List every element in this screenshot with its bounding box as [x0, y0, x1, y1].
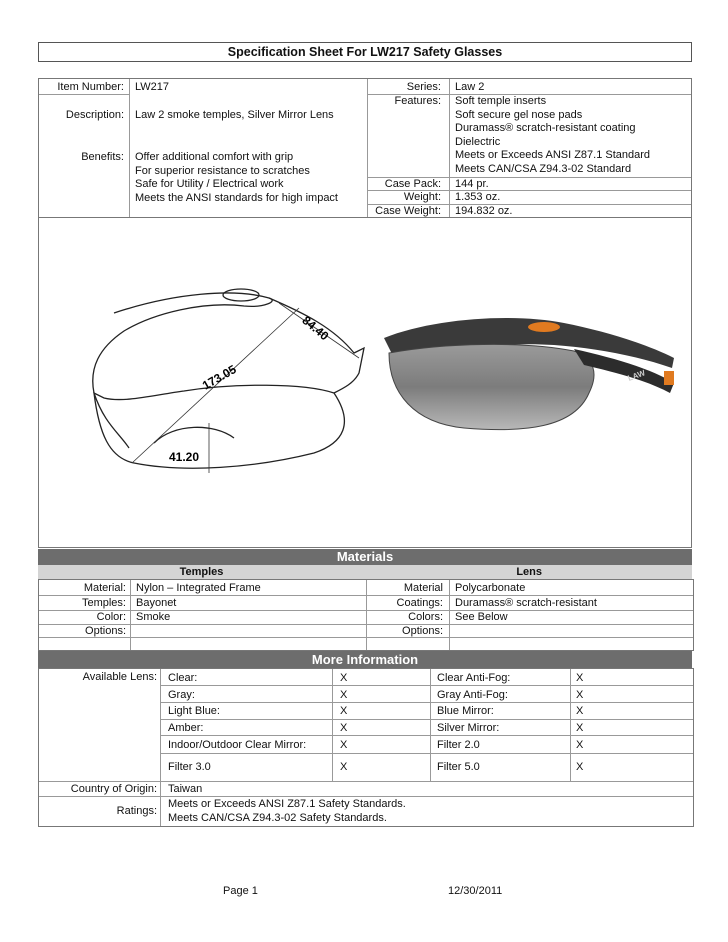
divider [449, 79, 450, 217]
country: Taiwan [168, 783, 203, 795]
temples-temples: Bayonet [136, 597, 177, 609]
dim-depth-label: 84.40 [299, 313, 332, 344]
temples-color-label: Color: [96, 611, 126, 623]
temples-color: Smoke [136, 611, 171, 623]
lens-colors: See Below [455, 611, 508, 623]
divider [39, 94, 129, 95]
divider [39, 624, 693, 625]
series-label: Series: [406, 81, 441, 93]
feature-item: Duramass® scratch-resistant coating [455, 122, 636, 134]
lens-outline [94, 385, 344, 468]
item-number: LW217 [135, 81, 170, 93]
temples-options-label: Options: [85, 625, 126, 637]
lens-option: Clear: [168, 672, 198, 684]
lens-option-mark: X [576, 672, 584, 684]
divider [160, 702, 693, 703]
lens-option-mark: X [576, 689, 584, 701]
divider [366, 580, 367, 650]
divider [160, 735, 693, 736]
feature-item: Dielectric [455, 135, 501, 148]
lens-option-mark: X [576, 761, 584, 773]
temples-material: Nylon – Integrated Frame [136, 582, 261, 594]
case-pack: 144 pr. [455, 178, 489, 190]
lens-option: Clear Anti-Fog: [437, 672, 511, 684]
rating-item: Meets or Exceeds ANSI Z87.1 Safety Standards. [168, 798, 406, 810]
page-number: Page 1 [223, 885, 258, 897]
divider [367, 79, 368, 217]
item-number-label: Item Number: [57, 81, 124, 93]
lens-option: Filter 5.0 [437, 761, 480, 773]
temples-header: Temples [38, 565, 365, 579]
lens-option: Light Blue: [168, 705, 220, 717]
benefits-label: Benefits: [81, 151, 124, 163]
lens-option-mark: X [576, 705, 584, 717]
temple-arm [269, 298, 364, 393]
available-lens-label: Available Lens: [82, 671, 157, 683]
orange-grip [528, 322, 560, 332]
lens-option-mark: X [340, 761, 348, 773]
benefit-item: For superior resistance to scratches [135, 164, 310, 177]
lens-option-mark: X [340, 739, 348, 751]
dimension-drawing [54, 273, 384, 563]
lens-options-label: Options: [402, 625, 443, 637]
footer-date: 12/30/2011 [448, 885, 503, 897]
features-label: Features: [394, 95, 441, 107]
lens-option: Gray Anti-Fog: [437, 689, 508, 701]
case-weight: 194.832 oz. [455, 205, 513, 217]
materials-grid [38, 579, 694, 651]
lens-option: Indoor/Outdoor Clear Mirror: [168, 739, 307, 751]
lens-option-mark: X [340, 672, 348, 684]
bridge [154, 427, 234, 443]
description-label: Description: [65, 109, 124, 121]
lens-option: Filter 3.0 [168, 761, 211, 773]
weight-label: Weight: [403, 191, 441, 203]
series: Law 2 [455, 81, 485, 93]
divider [449, 580, 450, 650]
divider [160, 753, 693, 754]
feature-item: Meets or Exceeds ANSI Z87.1 Standard [455, 149, 651, 161]
features-list [455, 95, 650, 176]
orange-tip [664, 371, 674, 385]
feature-item: Meets CAN/CSA Z94.3-02 Standard [455, 162, 632, 175]
benefit-item: Offer additional comfort with grip [135, 151, 294, 163]
product-image-area [38, 218, 692, 548]
country-label: Country of Origin: [70, 783, 157, 795]
dim-width-label: 173.05 [199, 362, 239, 393]
temples-temples-label: Temples: [81, 597, 126, 609]
case-weight-label: Case Weight: [375, 205, 441, 217]
product-photo [374, 313, 684, 463]
lens-option: Filter 2.0 [437, 739, 480, 751]
frame-outline [93, 293, 272, 448]
lens-material: Polycarbonate [455, 582, 526, 594]
lens-option-mark: X [576, 722, 584, 734]
divider [39, 637, 693, 638]
more-info-header: More Information [38, 651, 692, 668]
rating-item: Meets CAN/CSA Z94.3-02 Safety Standards. [168, 812, 387, 824]
lens-option-mark: X [340, 722, 348, 734]
info-table [38, 78, 692, 218]
divider [160, 719, 693, 720]
divider [129, 79, 130, 217]
case-pack-label: Case Pack: [384, 178, 441, 190]
temples-material-label: Material: [83, 582, 126, 594]
ratings-label: Ratings: [116, 805, 157, 817]
lens-option-mark: X [340, 705, 348, 717]
dim-height-label: 41.20 [169, 450, 200, 464]
lens-options-grid [38, 668, 694, 827]
lens-coatings-label: Coatings: [396, 597, 443, 609]
lens-option-mark: X [576, 739, 584, 751]
feature-item: Soft secure gel nose pads [455, 108, 583, 121]
description: Law 2 smoke temples, Silver Mirror Lens [135, 109, 334, 121]
lens-coatings: Duramass® scratch-resistant [455, 597, 597, 609]
lens-option-mark: X [340, 689, 348, 701]
brand-mark: LAW [626, 368, 647, 383]
divider [130, 580, 131, 650]
divider [160, 685, 693, 686]
lens [389, 344, 594, 429]
lens-header: Lens [365, 565, 692, 579]
lens-colors-label: Colors: [408, 611, 443, 623]
lens-option: Gray: [168, 689, 195, 701]
lens-option: Silver Mirror: [437, 722, 500, 734]
feature-item: Soft temple inserts [455, 95, 547, 107]
benefit-item: Safe for Utility / Electrical work [135, 178, 284, 190]
lens-option: Blue Mirror: [437, 705, 494, 717]
lens-option: Amber: [168, 722, 204, 734]
benefits-list [135, 151, 338, 205]
lens-material-label: Material [403, 582, 443, 594]
benefit-item: Meets the ANSI standards for high impact [135, 191, 338, 204]
page-title: Specification Sheet For LW217 Safety Glasses [38, 42, 692, 62]
weight: 1.353 oz. [455, 191, 501, 203]
divider [160, 669, 161, 826]
materials-header: Materials [38, 549, 692, 565]
